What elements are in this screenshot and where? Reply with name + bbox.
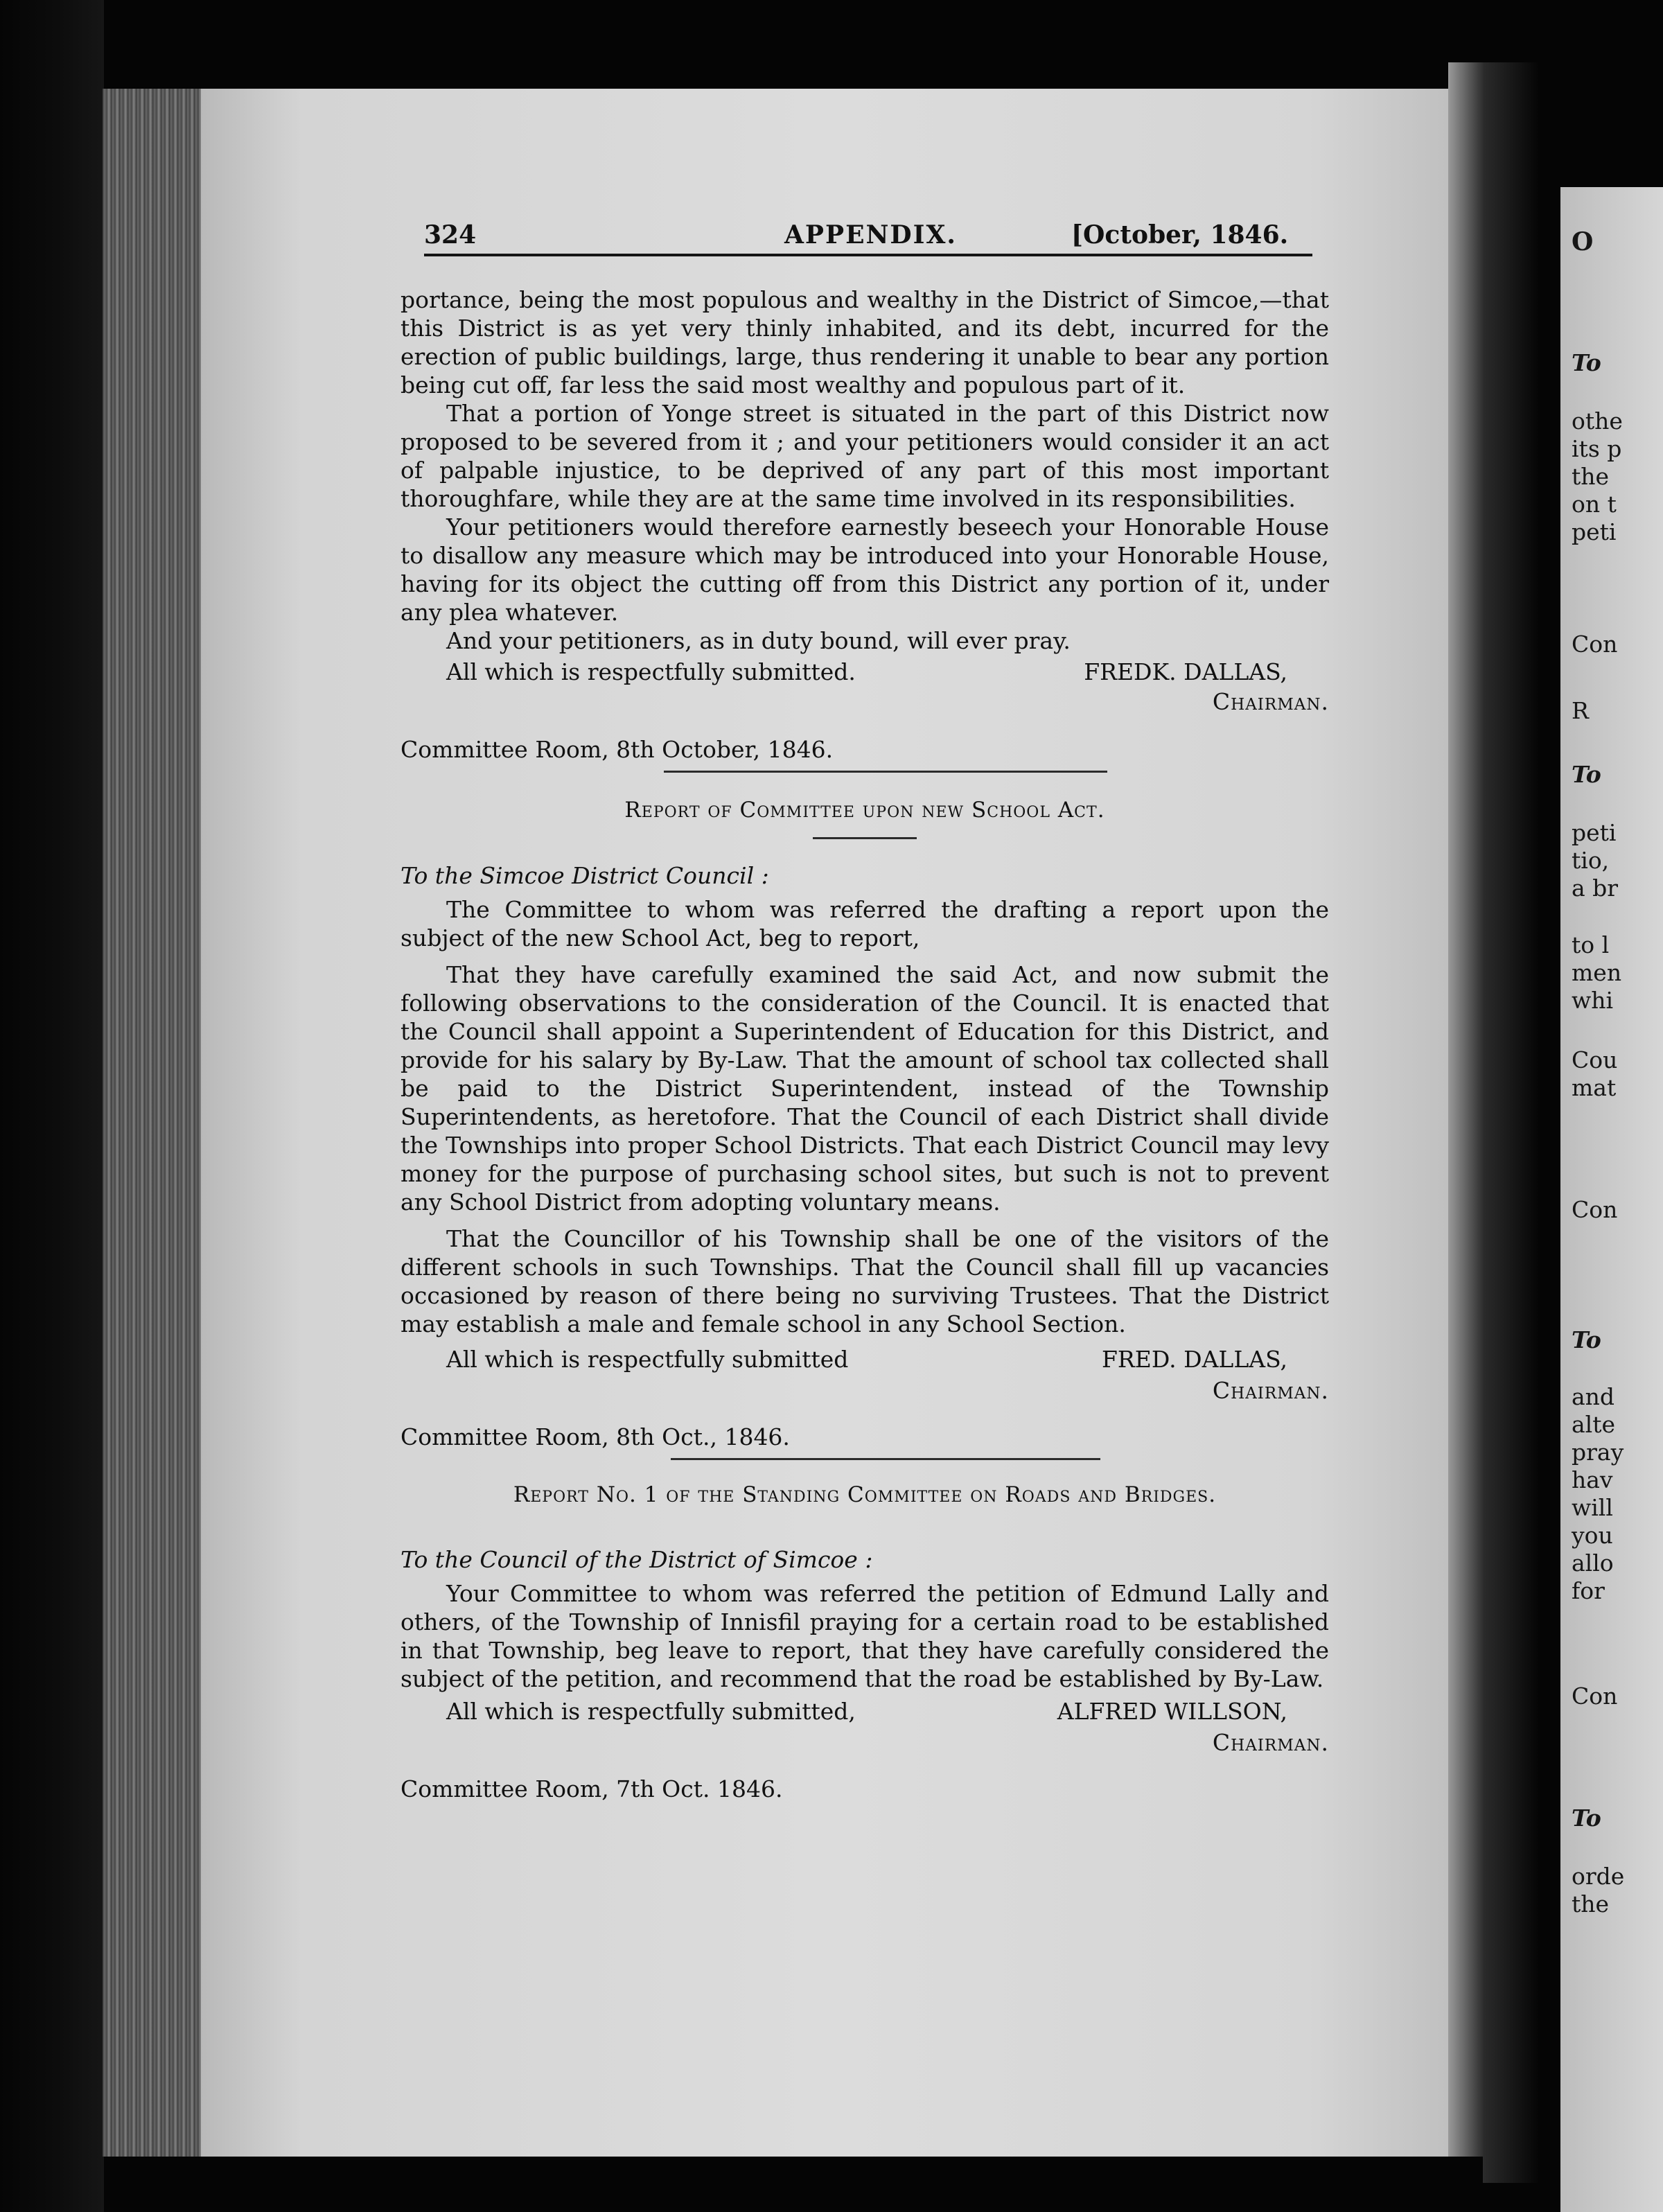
facing-word: a br <box>1572 875 1619 902</box>
facing-word: you <box>1572 1522 1613 1549</box>
facing-word: To <box>1572 349 1601 376</box>
facing-word: Con <box>1572 631 1618 658</box>
facing-word: To <box>1572 1326 1601 1353</box>
school-signature-line <box>401 1345 1329 1373</box>
facing-page-fragment <box>1560 187 1663 2212</box>
place-date: Committee Room, 7th Oct. 1846. <box>401 1775 783 1802</box>
facing-word: its p <box>1572 435 1622 462</box>
facing-word: the <box>1572 463 1610 490</box>
petition-paragraph: And your petitioners, as in duty bound, will ever pray. <box>446 627 1071 654</box>
facing-word: the <box>1572 1890 1610 1917</box>
facing-word: othe <box>1572 407 1623 434</box>
facing-word: peti <box>1572 518 1617 545</box>
running-title: APPENDIX. <box>784 220 957 249</box>
heading-rule <box>813 837 917 839</box>
facing-word: peti <box>1572 819 1617 846</box>
running-date: [October, 1846. <box>1071 220 1289 249</box>
facing-word: men <box>1572 959 1622 986</box>
scan-bottom-border <box>104 2157 1483 2212</box>
signer-role: Chairman. <box>1212 688 1329 715</box>
facing-word: pray <box>1572 1439 1624 1466</box>
salutation: To the Simcoe District Council : <box>401 862 769 889</box>
scan-left-border <box>0 0 104 2212</box>
header-rule <box>424 254 1312 256</box>
facing-word: on t <box>1572 491 1617 518</box>
signer-role: Chairman. <box>1212 1729 1329 1756</box>
facing-word: To <box>1572 761 1601 788</box>
facing-word: Cou <box>1572 1046 1618 1073</box>
facing-word: alte <box>1572 1411 1616 1438</box>
report-paragraph: Your Committee to whom was referred the petition of Edmund Lally and others, of the Township of Innisfil praying for a certain road to be established in that Township, beg leave to report, that they have carefully considered the subject of the petition, and recommend that the road be established by By-Law. <box>401 1580 1329 1692</box>
facing-word: R <box>1572 697 1589 724</box>
submitted-line: All which is respectfully submitted. <box>446 658 856 685</box>
petition-paragraph: Your petitioners would therefore earnestly beseech your Honorable House to disallow any measure which may be introduced into your Honorable House, having for its object the cutting off from this District any portion of it, under any plea whatever. <box>401 514 1329 626</box>
roads-signature-line <box>401 1697 1329 1726</box>
facing-word: O <box>1572 227 1594 256</box>
facing-word: and <box>1572 1383 1615 1410</box>
signer-name: ALFRED WILLSON, <box>1057 1698 1287 1725</box>
submitted-line: All which is respectfully submitted <box>446 1346 849 1373</box>
page-number: 324 <box>424 220 477 249</box>
facing-word: to l <box>1572 931 1610 958</box>
facing-word: for <box>1572 1577 1605 1604</box>
facing-word: hav <box>1572 1466 1613 1493</box>
facing-word: tio, <box>1572 847 1610 874</box>
section-heading: Report of Committee upon new School Act. <box>624 798 1105 823</box>
submitted-line: All which is respectfully submitted, <box>446 1698 856 1725</box>
book-gutter <box>1448 62 1538 2183</box>
report-paragraph: That they have carefully examined the said Act, and now submit the following observations to the consideration of the Council. It is enacted that the Council shall appoint a Superintendent of Education for this District, and provide for his salary by By-Law. That the amount of school tax collected shall be paid to the District Superintendent, instead of the Township Superintendents, as heretofore. That the Council of each District shall divide the Townships into proper School Districts. That each District Council may levy money for the purpose of purchasing school sites, but such is not to prevent any School District from adopting voluntary means. <box>401 961 1329 1215</box>
signer-name: FRED. DALLAS, <box>1102 1346 1287 1373</box>
facing-word: Con <box>1572 1196 1618 1223</box>
report-paragraph: The Committee to whom was referred the drafting a report upon the subject of the new School Act, beg to report, <box>401 896 1329 951</box>
page-stack-edge <box>103 89 206 2157</box>
report-paragraph: That the Councillor of his Township shall be one of the visitors of the different schools in such Townships. That the Council shall fill up vacancies occasioned by reason of there being no surviving Trustees. That the District may establish a male and female school in any School Section. <box>401 1225 1329 1337</box>
facing-word: will <box>1572 1494 1613 1521</box>
petition-paragraph: That a portion of Yonge street is situated in the part of this District now proposed to be severed from it ; and your petitioners would consider it an act of palpable injustice, to be deprived of any part of this most important thoroughfare, while they are at the same time involved in its responsibilities. <box>401 400 1329 512</box>
petition-signature-line <box>401 658 1329 686</box>
page-body <box>401 286 1329 1803</box>
facing-word: whi <box>1572 987 1614 1014</box>
section-heading: Report No. 1 of the Standing Committee on Roads and Bridges. <box>513 1482 1217 1507</box>
facing-word: Con <box>1572 1683 1618 1710</box>
section-rule <box>671 1458 1100 1460</box>
signer-name: FREDK. DALLAS, <box>1084 658 1287 685</box>
signer-role: Chairman. <box>1212 1377 1329 1404</box>
salutation: To the Council of the District of Simcoe : <box>401 1546 873 1573</box>
facing-word: mat <box>1572 1074 1617 1101</box>
facing-word: orde <box>1572 1863 1625 1890</box>
facing-word: To <box>1572 1805 1601 1832</box>
place-date: Committee Room, 8th Oct., 1846. <box>401 1423 790 1450</box>
section-rule <box>664 771 1107 773</box>
place-date: Committee Room, 8th October, 1846. <box>401 736 834 763</box>
facing-word: allo <box>1572 1550 1614 1577</box>
petition-paragraph: portance, being the most populous and wealthy in the District of Simcoe,—that this District is as yet very thinly inhabited, and its debt, incurred for the erection of public buildings, large, thus rendering it unable to bear any portion being cut off, far less the said most wealthy and populous part of it. <box>401 286 1329 398</box>
